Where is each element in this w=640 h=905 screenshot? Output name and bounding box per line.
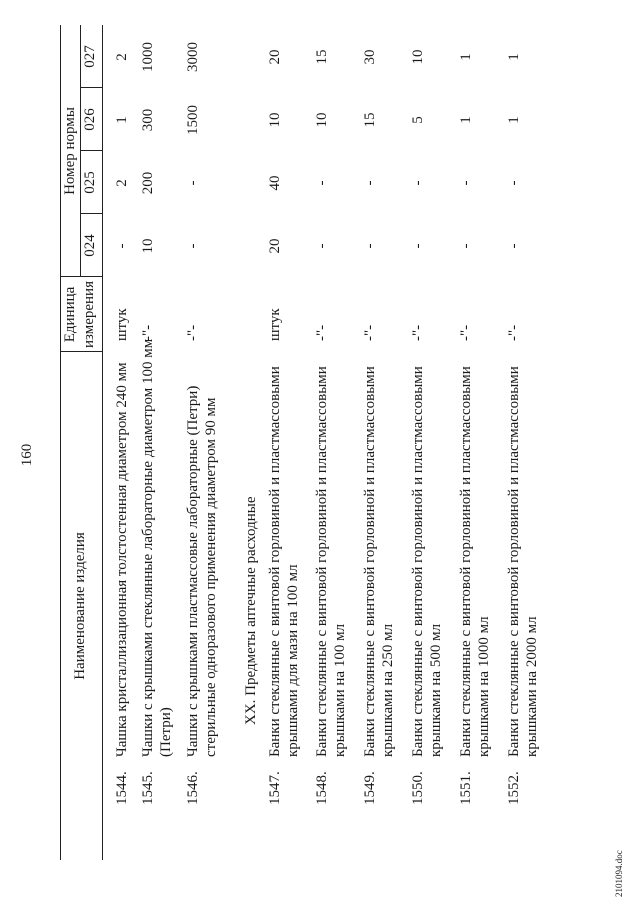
row-number: 1548. — [314, 771, 330, 805]
row-name-line: Чашки с крышками пластмассовые лабораторные (Петри) — [185, 385, 201, 757]
header-code-027: 027 — [82, 45, 98, 68]
row-name-line: Банки стеклянные с винтовой горловиной и пластмассовыми — [506, 366, 522, 757]
row-value-026: 1 — [114, 116, 130, 124]
row-name-line: Банки стеклянные с винтовой горловиной и пластмассовыми — [458, 366, 474, 757]
row-name-line: Банки стеклянные с винтовой горловиной и пластмассовыми — [410, 366, 426, 757]
row-value-026: 15 — [362, 112, 378, 128]
row-number: 1544. — [114, 771, 130, 805]
row-number: 1551. — [458, 771, 474, 805]
row-value-027: 1 — [506, 53, 522, 61]
row-value-025: 200 — [140, 171, 156, 195]
row-unit: штук — [114, 308, 130, 341]
row-value-027: 3000 — [185, 42, 201, 72]
row-value-027: 2 — [114, 53, 130, 61]
row-value-025: - — [506, 180, 522, 186]
row-unit: -"- — [314, 324, 330, 341]
header-code-025: 025 — [82, 171, 98, 194]
section-title: ХХ. Предметы аптечные расходные — [243, 496, 259, 725]
row-number: 1546. — [185, 771, 201, 805]
row-value-024: - — [362, 243, 378, 249]
row-name-line: Банки стеклянные с винтовой горловиной и пластмассовыми — [362, 366, 378, 757]
header-norm-group: Номер нормы — [62, 107, 78, 195]
row-value-025: 2 — [114, 179, 130, 187]
row-name-line: (Петри) — [158, 707, 174, 757]
header-bottom-rule — [102, 25, 103, 860]
page-number: 160 — [19, 443, 35, 467]
header-code-026: 026 — [82, 108, 98, 131]
row-name-line: крышками на 250 мл — [380, 623, 396, 757]
row-value-025: - — [410, 180, 426, 186]
row-value-024: 10 — [140, 238, 156, 254]
row-value-024: - — [314, 243, 330, 249]
row-value-024: - — [185, 243, 201, 249]
row-unit: -"- — [185, 324, 201, 341]
row-name-line: крышками на 1000 мл — [476, 616, 492, 757]
row-value-024: - — [458, 243, 474, 249]
row-value-025: - — [362, 180, 378, 186]
row-value-027: 15 — [314, 49, 330, 65]
row-value-027: 10 — [410, 49, 426, 65]
row-name-line: крышками для мази на 100 мл — [285, 564, 301, 757]
row-name-line: Чашка кристаллизационная толстостенная диаметром 240 мм — [114, 362, 130, 757]
row-unit: -"- — [140, 324, 156, 341]
header-name: Наименование изделия — [72, 532, 88, 680]
row-unit: -"- — [506, 324, 522, 341]
row-unit: штук — [267, 308, 283, 341]
row-value-026: 10 — [314, 112, 330, 128]
row-value-025: - — [458, 180, 474, 186]
row-number: 1550. — [410, 771, 426, 805]
row-name-line: Чашки с крышками стеклянные лабораторные диаметром 100 мм — [140, 338, 156, 757]
row-name-line: крышками на 100 мл — [332, 623, 348, 757]
row-unit: -"- — [458, 324, 474, 341]
row-value-024: - — [410, 243, 426, 249]
row-value-026: 300 — [140, 108, 156, 132]
row-name-line: стерильные одноразового применения диаметром 90 мм — [203, 397, 219, 757]
row-value-026: 10 — [267, 112, 283, 128]
footer-filename: 2101094.doc — [614, 850, 624, 897]
row-value-026: 1 — [458, 116, 474, 124]
row-value-024: - — [114, 243, 130, 249]
header-unit-1: Единица — [62, 286, 78, 343]
row-value-027: 20 — [267, 49, 283, 65]
row-number: 1547. — [267, 771, 283, 805]
row-value-026: 1500 — [185, 105, 201, 135]
row-name-line: Банки стеклянные с винтовой горловиной и пластмассовыми — [314, 366, 330, 757]
header-unit-2: измерения — [81, 281, 97, 349]
row-value-027: 1 — [458, 53, 474, 61]
row-value-027: 1000 — [140, 42, 156, 72]
row-value-027: 30 — [362, 49, 378, 65]
row-value-024: - — [506, 243, 522, 249]
row-value-024: 20 — [267, 238, 283, 254]
row-value-025: - — [314, 180, 330, 186]
row-value-025: 40 — [267, 175, 283, 191]
header-code-024: 024 — [82, 234, 98, 257]
row-unit: -"- — [362, 324, 378, 341]
row-number: 1549. — [362, 771, 378, 805]
row-name-line: крышками на 2000 мл — [524, 616, 540, 757]
row-value-025: - — [185, 180, 201, 186]
row-name-line: крышками на 500 мл — [428, 623, 444, 757]
row-number: 1545. — [140, 771, 156, 805]
row-unit: -"- — [410, 324, 426, 341]
row-value-026: 5 — [410, 116, 426, 124]
row-name-line: Банки стеклянные с винтовой горловиной и пластмассовыми — [267, 366, 283, 757]
row-value-026: 1 — [506, 116, 522, 124]
row-number: 1552. — [506, 771, 522, 805]
